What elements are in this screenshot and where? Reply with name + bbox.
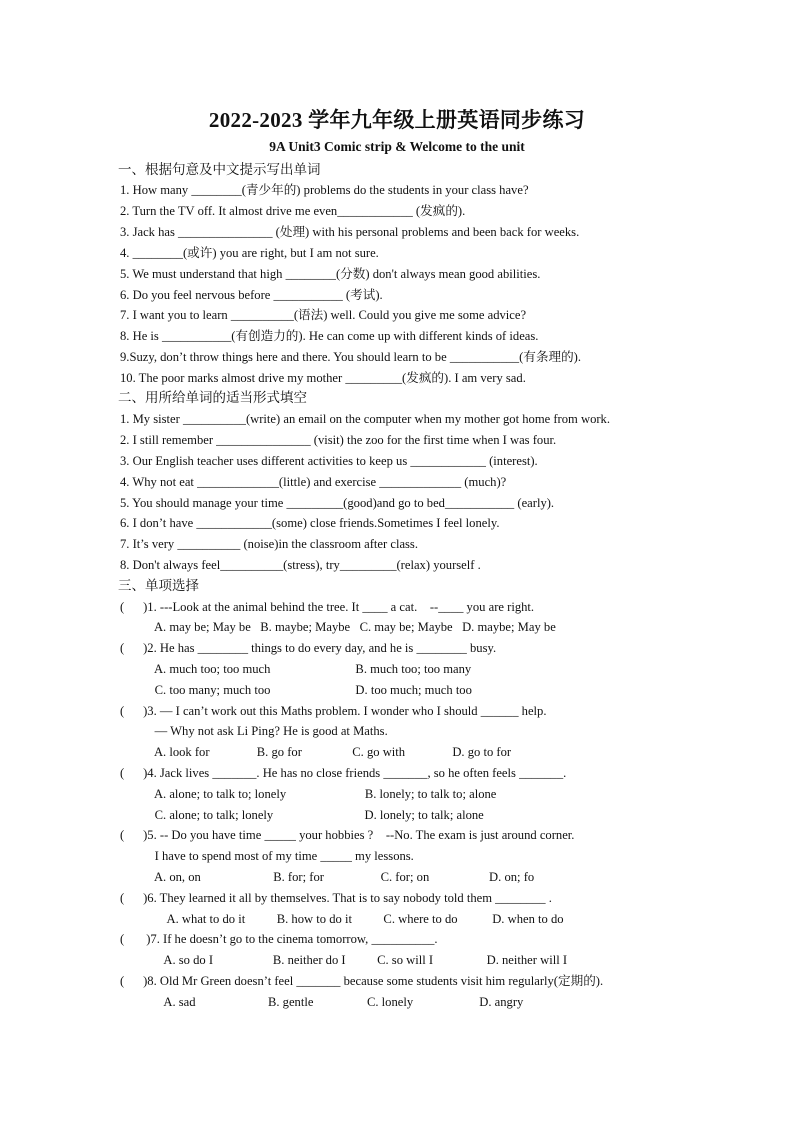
page-title: 2022-2023 学年九年级上册英语同步练习 [208, 108, 586, 132]
s3-line: A. much too; too much B. much too; too many [120, 662, 472, 676]
s3-line: ( )3. — I can’t work out this Maths problem. I wonder who I should ______ help. [120, 704, 547, 718]
s3-line: C. alone; to talk; lonely D. lonely; to talk; alone [120, 808, 484, 822]
s3-line: C. too many; much too D. too much; much too [120, 683, 472, 697]
s3-line: ( )8. Old Mr Green doesn’t feel _______ because some students visit him regularly(定期的). [120, 974, 604, 988]
s1-question-9: 9.Suzy, don’t throw things here and there. You should learn to be ___________(有条理的). [120, 350, 582, 364]
s2-question-3: 3. Our English teacher uses different activities to keep us ____________ (interest). [120, 454, 538, 468]
s1-question-1: 1. How many ________(青少年的) problems do the students in your class have? [120, 183, 529, 197]
s3-line: A. what to do it B. how to do it C. where to do D. when to do [120, 912, 564, 926]
s1-question-6: 6. Do you feel nervous before ___________ (考试). [120, 288, 383, 302]
s1-question-8: 8. He is ___________(有创造力的). He can come up with different kinds of ideas. [120, 329, 539, 343]
section1-heading: 一、根据句意及中文提示写出单词 [118, 162, 321, 178]
s3-line: — Why not ask Li Ping? He is good at Maths. [120, 724, 388, 738]
s3-line: ( )5. -- Do you have time _____ your hobbies ? --No. The exam is just around corner. [120, 828, 575, 842]
s2-question-1: 1. My sister __________(write) an email on the computer when my mother got home from work. [120, 412, 611, 426]
s3-line: A. on, on B. for; for C. for; on D. on; fo [120, 870, 535, 884]
s2-question-6: 6. I don’t have ____________(some) close friends.Sometimes I feel lonely. [120, 516, 500, 530]
s3-line: A. look for B. go for C. go with D. go to for [120, 745, 512, 759]
s3-line: ( )6. They learned it all by themselves. That is to say nobody told them ________ . [120, 891, 552, 905]
s3-line: ( )2. He has ________ things to do every day, and he is ________ busy. [120, 641, 497, 655]
s3-line: A. alone; to talk to; lonely B. lonely; to talk to; alone [120, 787, 497, 801]
s3-line: ( )7. If he doesn’t go to the cinema tomorrow, __________. [120, 932, 438, 946]
s2-question-2: 2. I still remember _______________ (visit) the zoo for the first time when I was four. [120, 433, 557, 447]
s2-question-5: 5. You should manage your time _________(good)and go to bed___________ (early). [120, 496, 555, 510]
s1-question-4: 4. ________(或许) you are right, but I am not sure. [120, 246, 379, 260]
s3-line: ( )1. ---Look at the animal behind the tree. It ____ a cat. --____ you are right. [120, 600, 535, 614]
section3-heading: 三、单项选择 [118, 578, 199, 594]
s1-question-3: 3. Jack has _______________ (处理) with his personal problems and been back for weeks. [120, 225, 580, 239]
s1-question-7: 7. I want you to learn __________(语法) well. Could you give me some advice? [120, 308, 527, 322]
page-subtitle: 9A Unit3 Comic strip & Welcome to the unit [269, 139, 525, 154]
s3-line: A. may be; May be B. maybe; Maybe C. may be; Maybe D. maybe; May be [120, 620, 556, 634]
s2-question-7: 7. It’s very __________ (noise)in the classroom after class. [120, 537, 418, 551]
s3-line: A. so do I B. neither do I C. so will I D. neither will I [120, 953, 568, 967]
s1-question-5: 5. We must understand that high ________(分数) don't always mean good abilities. [120, 267, 541, 281]
s1-question-10: 10. The poor marks almost drive my mother _________(发疯的). I am very sad. [120, 371, 526, 385]
section2-heading: 二、用所给单词的适当形式填空 [118, 390, 307, 406]
s3-line: ( )4. Jack lives _______. He has no close friends _______, so he often feels _______. [120, 766, 567, 780]
s1-question-2: 2. Turn the TV off. It almost drive me even____________ (发疯的). [120, 204, 466, 218]
s2-question-4: 4. Why not eat _____________(little) and exercise _____________ (much)? [120, 475, 507, 489]
s3-line: A. sad B. gentle C. lonely D. angry [120, 995, 524, 1009]
s3-line: I have to spend most of my time _____ my lessons. [120, 849, 414, 863]
s2-question-8: 8. Don't always feel__________(stress), try_________(relax) yourself . [120, 558, 481, 572]
